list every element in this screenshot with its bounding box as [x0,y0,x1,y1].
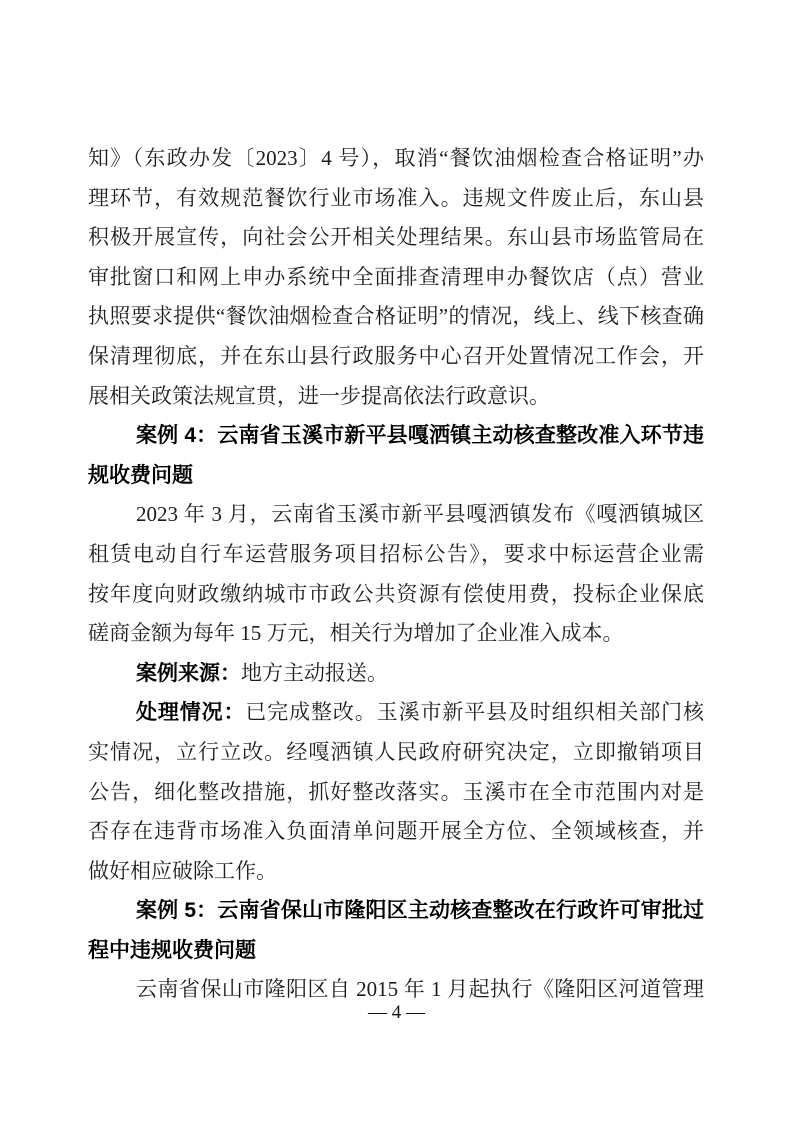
paragraph-case4-description [88,495,704,653]
text-run: 地方主动报送。 [241,660,388,685]
text-line [88,495,704,535]
text-line [88,614,704,654]
text-run: 磋商金额为每年 15 万元，相关行为增加了企业准入成本。 [88,621,624,646]
bold-label: 处理情况： [136,701,246,725]
text-line [88,179,704,219]
text-run: 实情况，立行立改。经嘎洒镇人民政府研究决定，立即撤销项目 [88,739,704,764]
text-run: 公告，细化整改措施，抓好整改落实。玉溪市在全市范围内对是 [88,779,704,804]
text-run: 否存在违背市场准入负面清单问题开展全方位、全领域核查，并 [88,819,704,844]
text-run: 案例 4：云南省玉溪市新平县嘎洒镇主动核查整改准入环节违 [136,424,704,448]
page-number: — 4 — [368,1002,425,1023]
text-line [88,891,704,931]
case4-heading [88,416,704,495]
paragraph-case3-continuation [88,139,704,416]
text-line [88,456,704,496]
text-run: 保清理彻底，并在东山县行政服务中心召开处置情况工作会，开 [88,343,704,368]
text-line [88,654,704,694]
text-line [88,218,704,258]
text-run: 租赁电动自行车运营服务项目招标公告》，要求中标运营企业需 [88,541,704,566]
text-line [88,931,704,971]
text-line [88,773,704,813]
text-run: 按年度向财政缴纳城市市政公共资源有偿使用费，投标企业保底 [88,581,704,606]
text-run: 理环节，有效规范餐饮行业市场准入。违规文件废止后，东山县 [88,185,704,210]
text-line [88,733,704,773]
text-run: 规收费问题 [88,463,193,487]
text-run: 云南省保山市隆阳区自 2015 年 1 月起执行《隆阳区河道管理 [136,977,704,1002]
text-line [88,337,704,377]
bold-label: 案例来源： [136,661,241,685]
text-run: 积极开展宣传，向社会公开相关处理结果。东山县市场监管局在 [88,225,704,250]
text-line [88,693,704,733]
paragraph-case4-handling [88,693,704,891]
document-body [88,139,704,1010]
text-line [88,377,704,417]
text-run: 执照要求提供“餐饮油烟检查合格证明”的情况，线上、线下核查确 [88,304,704,329]
text-run: 展相关政策法规宣贯，进一步提高依法行政意识。 [88,383,550,408]
case5-heading [88,891,704,970]
text-line [88,575,704,615]
text-line [88,852,704,892]
text-line [88,258,704,298]
text-run: 程中违规收费问题 [88,938,256,962]
text-run: 2023 年 3 月，云南省玉溪市新平县嘎洒镇发布《嘎洒镇城区 [136,502,704,527]
text-line [88,416,704,456]
text-line [88,812,704,852]
text-line [88,139,704,179]
text-run: 已完成整改。玉溪市新平县及时组织相关部门核 [245,700,705,725]
text-run: 案例 5：云南省保山市隆阳区主动核查整改在行政许可审批过 [136,899,704,923]
text-line [88,535,704,575]
text-run: 做好相应破除工作。 [88,858,277,883]
text-run: 审批窗口和网上申办系统中全面排查清理申办餐饮店（点）营业 [88,264,704,289]
text-line [88,297,704,337]
text-run: 知》（东政办发〔2023〕4 号），取消“餐饮油烟检查合格证明”办 [88,146,704,170]
paragraph-case4-source [88,654,704,694]
